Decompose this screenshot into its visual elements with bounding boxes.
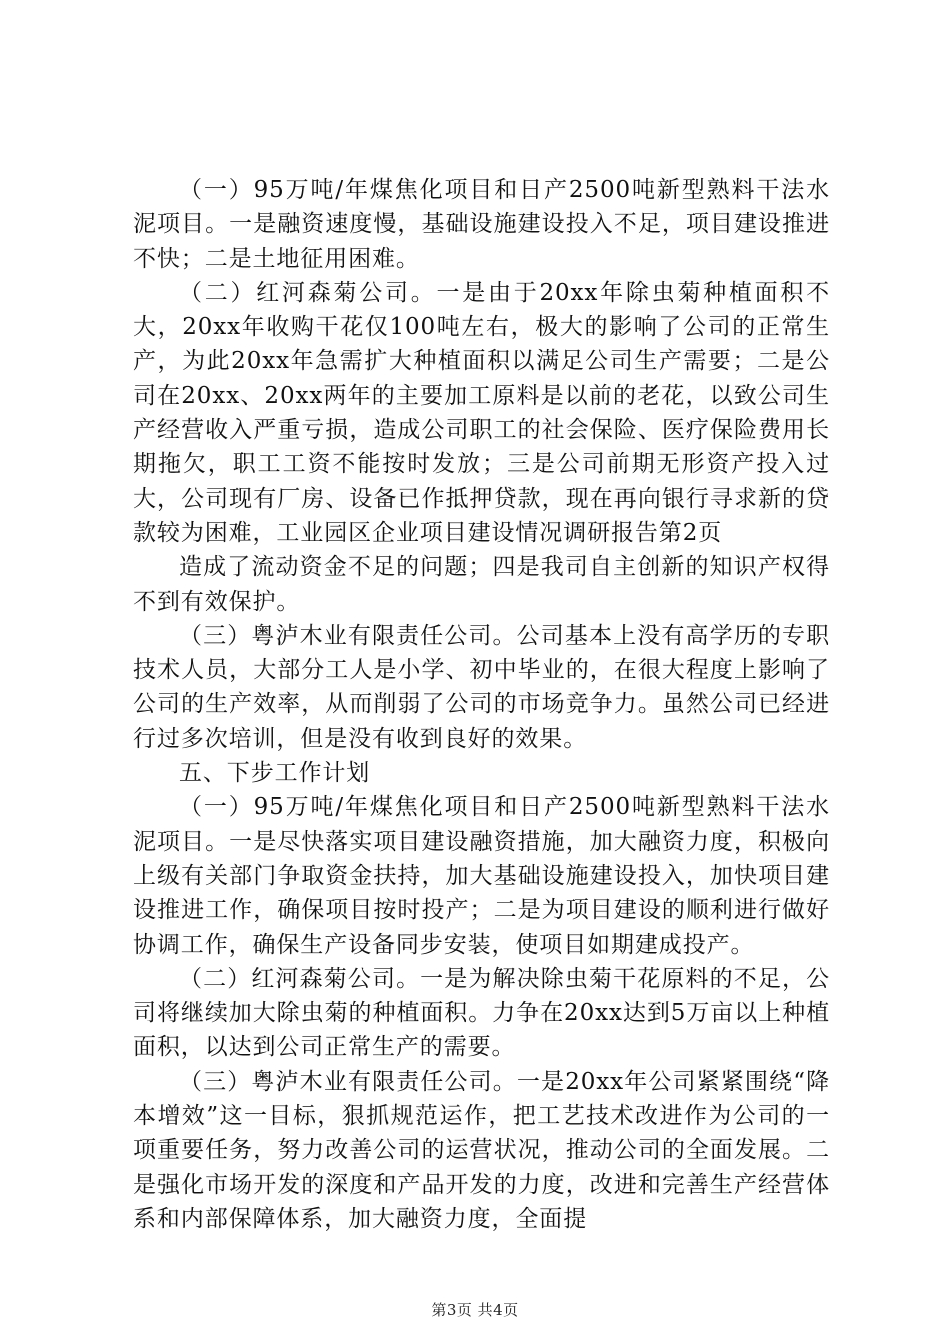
- document-body: [133, 173, 830, 1236]
- section-heading-next-plan: 五、下步工作计划: [179, 760, 371, 787]
- paragraph-coking-cement-problems: （一）95万吨/年煤焦化项目和日产2500吨新型熟料干法水泥项目。一是融资速度慢，基础设施建设投入不足，项目建设推进不快；二是土地征用困难。: [133, 177, 830, 272]
- paragraph-continuation: 造成了流动资金不足的问题；四是我司自主创新的知识产权得不到有效保护。: [133, 554, 830, 615]
- paragraph-yuelu-wood-plan: （三）粤泸木业有限责任公司。一是20xx年公司紧紧围绕“降本增效”这一目标，狠抓规范运作，把工艺技术改进作为公司的一项重要任务，努力改善公司的运营状况，推动公司的全面发展。二是强化市场开发的深度和产品开发的力度，改进和完善生产经营体系和内部保障体系，加大融资力度，全面提: [133, 1068, 830, 1232]
- paragraph-coking-cement-plan: （一）95万吨/年煤焦化项目和日产2500吨新型熟料干法水泥项目。一是尽快落实项目建设融资措施，加大融资力度，积极向上级有关部门争取资金扶持，加大基础设施建设投入，加快项目建设推进工作，确保项目按时投产；二是为项目建设的顺利进行做好协调工作，确保生产设备同步安装，使项目如期建成投产。: [133, 794, 830, 958]
- page-number-label: 第3页 共4页: [431, 1301, 519, 1319]
- page-footer: [0, 1300, 950, 1320]
- paragraph-honghe-senju-problems: （二）红河森菊公司。一是由于20xx年除虫菊种植面积不大，20xx年收购干花仅100吨左右，极大的影响了公司的正常生产，为此20xx年急需扩大种植面积以满足公司生产需要；二是公司在20xx、20xx两年的主要加工原料是以前的老花，以致公司生产经营收入严重亏损，造成公司职工的社会保险、医疗保险费用长期拖欠，职工工资不能按时发放；三是公司前期无形资产投入过大，公司现有厂房、设备已作抵押贷款，现在再向银行寻求新的贷款较为困难，工业园区企业项目建设情况调研报告第2页: [133, 279, 830, 546]
- paragraph-honghe-senju-plan: （二）红河森菊公司。一是为解决除虫菊干花原料的不足，公司将继续加大除虫菊的种植面积。力争在20xx达到5万亩以上种植面积，以达到公司正常生产的需要。: [133, 965, 830, 1061]
- paragraph-yuelu-wood-problems: （三）粤泸木业有限责任公司。公司基本上没有高学历的专职技术人员，大部分工人是小学、初中毕业的，在很大程度上影响了公司的生产效率，从而削弱了公司的市场竞争力。虽然公司已经进行过多次培训，但是没有收到良好的效果。: [133, 622, 830, 752]
